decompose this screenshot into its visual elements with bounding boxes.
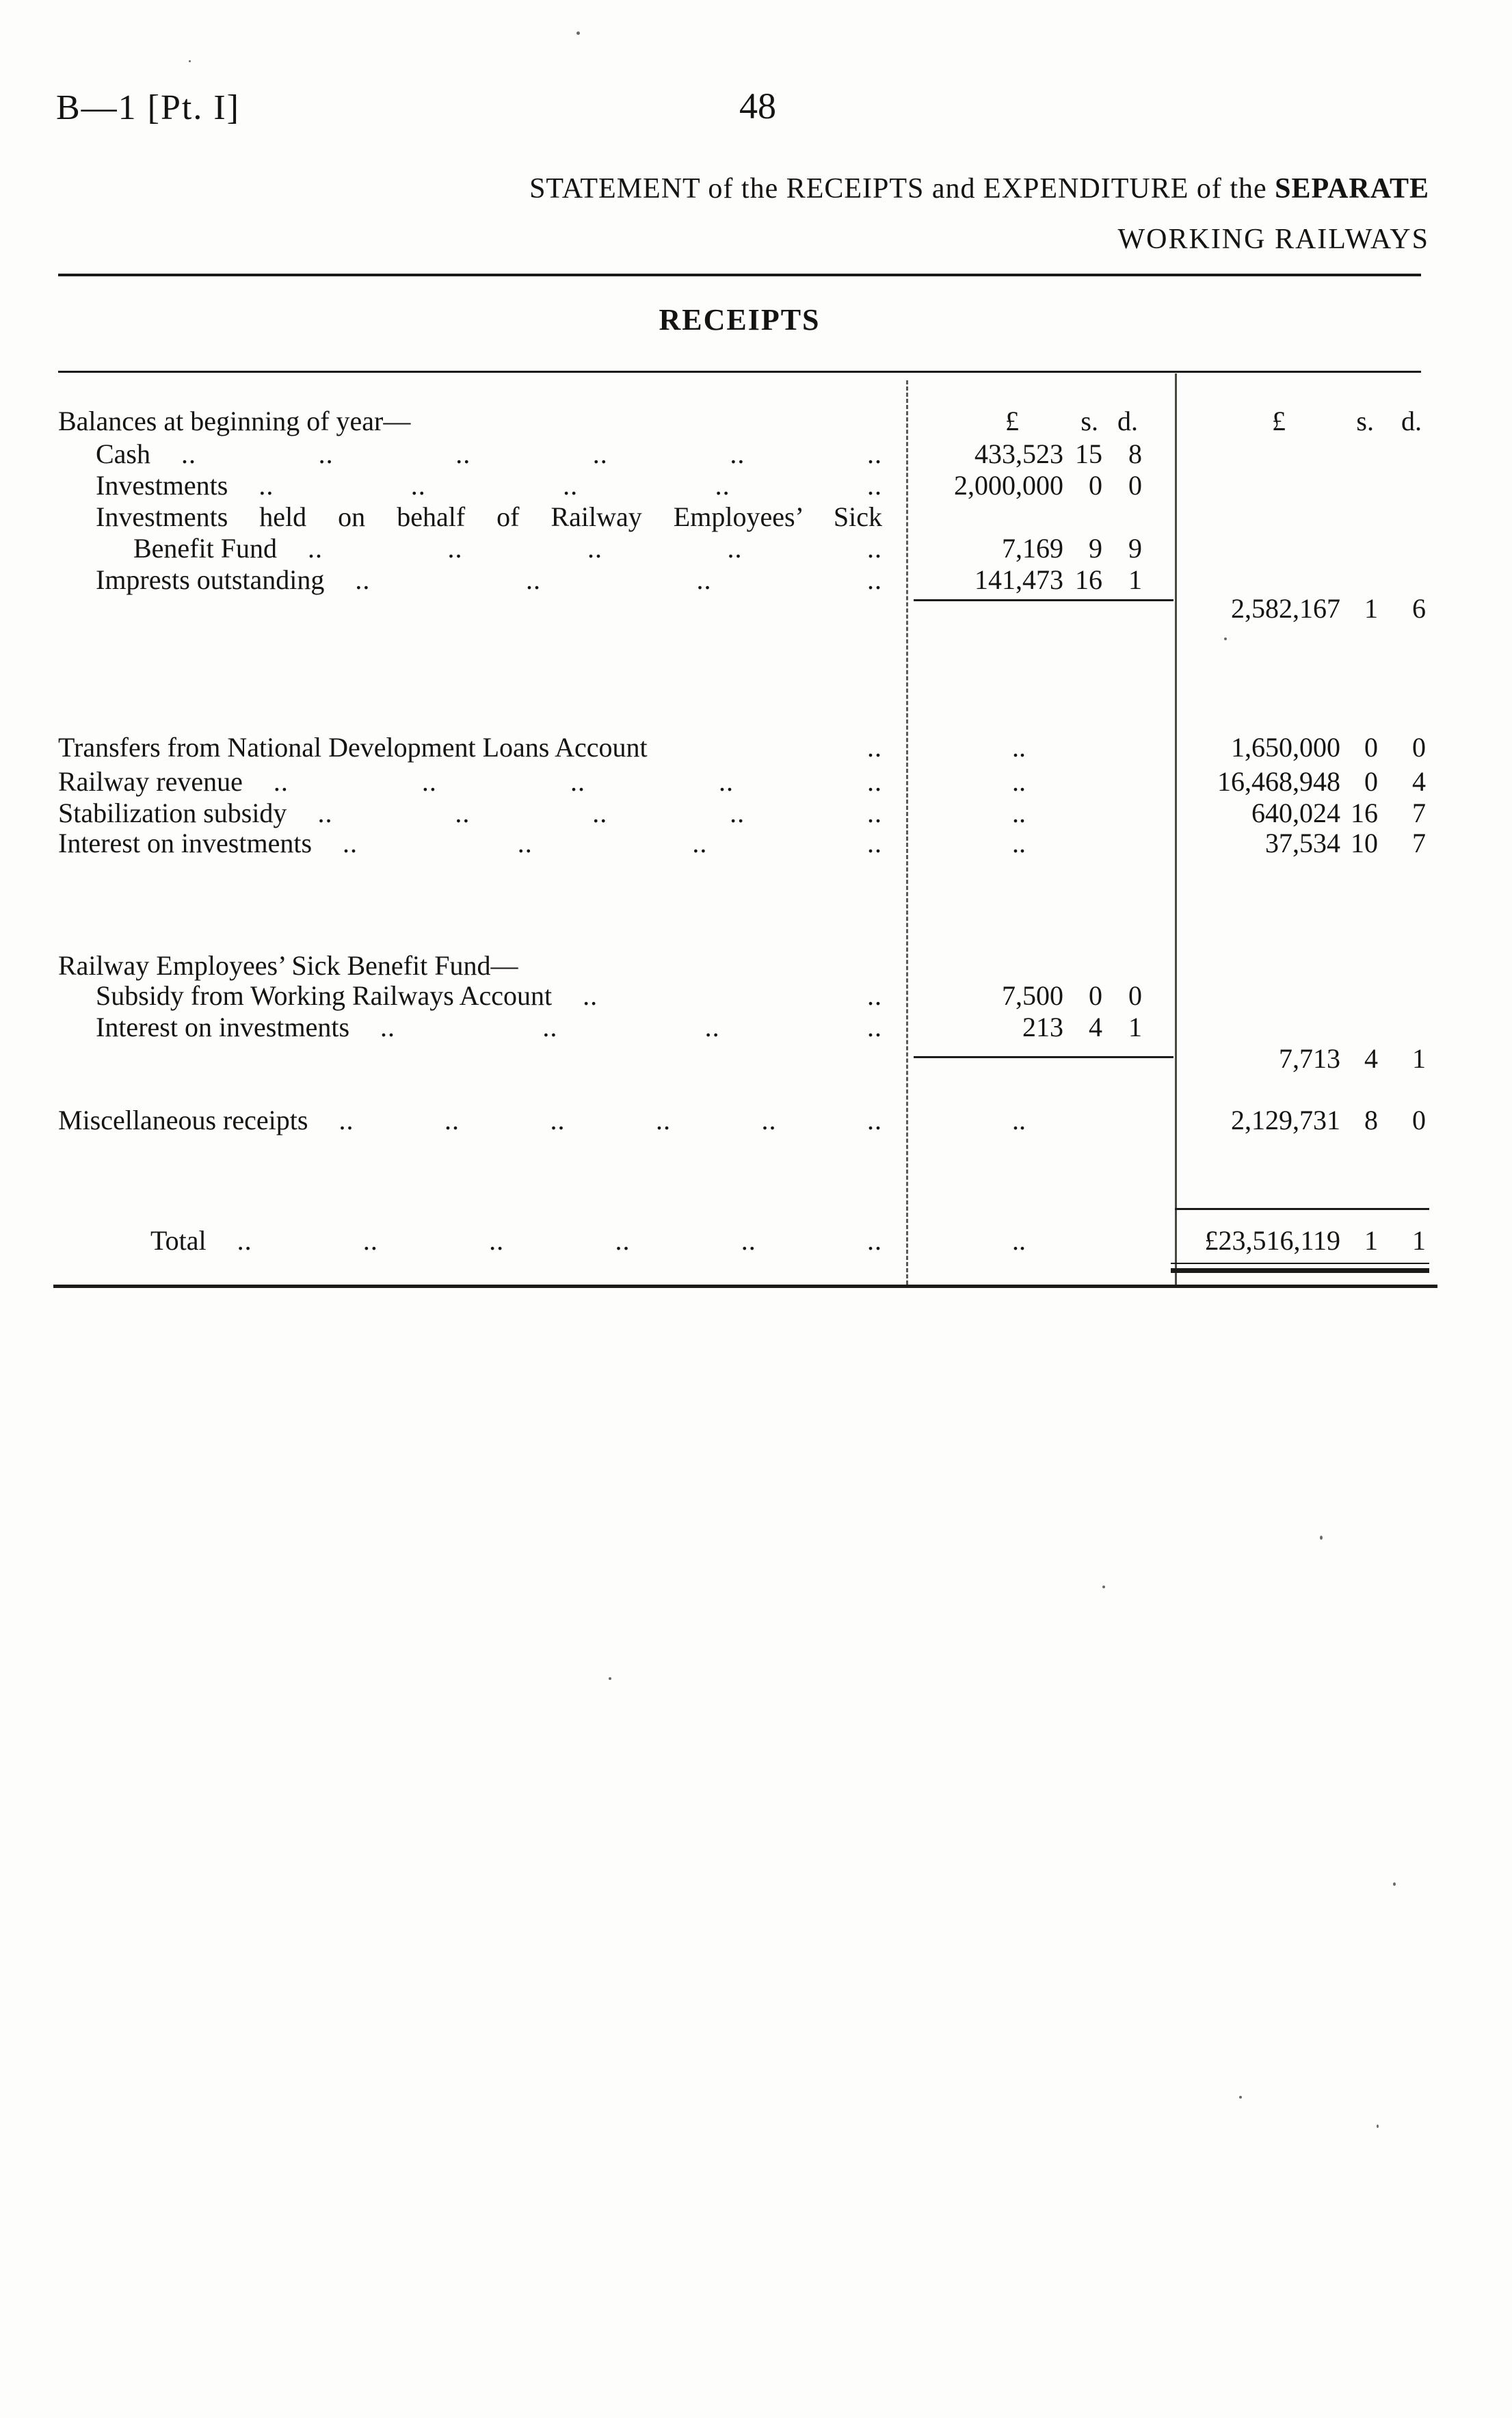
scan-speck — [1377, 2125, 1379, 2128]
inner-amount-cell — [906, 980, 1175, 1012]
pence-value: 8 — [1128, 438, 1142, 469]
table-row — [58, 532, 1443, 565]
dot-leaders: .. .. .. .. .. .. — [237, 1225, 882, 1256]
inner-amount-header — [906, 405, 1175, 438]
row-label-cell — [58, 1104, 906, 1137]
inner-amount-cell — [906, 1011, 1175, 1044]
title-regular-text: STATEMENT of the RECEIPTS and EXPENDITURE of the — [529, 173, 1275, 205]
table-row — [58, 469, 1443, 502]
shillings-value: 0 — [1364, 766, 1378, 797]
dot-leaders: .. — [867, 732, 882, 763]
table-row — [58, 1104, 1443, 1137]
pounds-value: 141,473 — [974, 564, 1063, 595]
shillings-value: 9 — [1089, 533, 1102, 564]
row-label-cell — [58, 765, 906, 798]
inner-amount-cell — [906, 797, 1175, 830]
row-label-cell — [58, 797, 906, 830]
scan-speck — [1239, 2096, 1242, 2099]
pence-value: 1 — [1128, 564, 1142, 595]
dot-placeholder: .. — [1012, 828, 1026, 858]
dot-placeholder: .. — [1012, 798, 1026, 828]
row-label-cell — [58, 438, 906, 471]
inner-amount-cell — [906, 1224, 1175, 1257]
total-double-rule-thin — [1171, 1263, 1429, 1264]
shillings-value: 16 — [1075, 564, 1102, 595]
pounds-value: 37,534 — [1265, 828, 1340, 858]
shillings-value: 0 — [1089, 470, 1102, 501]
pence-header: d. — [1401, 406, 1422, 436]
table-row — [58, 1011, 1443, 1044]
table-row — [58, 827, 1443, 860]
dot-leaders: .. .. .. .. .. — [307, 533, 882, 564]
table-row — [58, 438, 1443, 471]
total-row — [58, 1224, 1443, 1257]
row-label: Subsidy from Working Railways Account — [96, 980, 553, 1011]
inner-amount-cell — [906, 564, 1175, 596]
dot-placeholder: .. — [1012, 732, 1026, 763]
row-label-cell — [58, 532, 906, 565]
pounds-value: 2,129,731 — [1231, 1105, 1340, 1135]
total-rule — [1175, 1208, 1429, 1210]
pence-value: 7 — [1412, 828, 1426, 858]
outer-amount-cell — [1175, 592, 1443, 625]
pounds-value: 433,523 — [974, 438, 1063, 469]
statement-title-line1 — [529, 172, 1429, 205]
dot-leaders: .. .. .. .. .. .. — [339, 1105, 882, 1135]
pounds-value: 16,468,948 — [1217, 766, 1340, 797]
receipts-heading: RECEIPTS — [659, 303, 821, 337]
table-row — [58, 797, 1443, 830]
pence-value: 0 — [1128, 470, 1142, 501]
pence-value: 1 — [1128, 1012, 1142, 1042]
pounds-header: £ — [1272, 406, 1286, 436]
dot-placeholder: .. — [1012, 766, 1026, 797]
row-label: Total — [150, 1225, 207, 1256]
dot-leaders: .. .. .. .. — [355, 564, 882, 595]
scan-speck — [609, 1677, 611, 1680]
inner-amount-cell — [906, 765, 1175, 798]
row-label-cell — [58, 469, 906, 502]
outer-amount-header — [1175, 405, 1443, 438]
subtotal-row — [58, 1042, 1443, 1075]
dot-leaders: .. .. — [583, 980, 882, 1011]
table-row — [58, 949, 1443, 982]
grand-total-pounds: £23,516,119 — [1204, 1225, 1340, 1256]
table-row — [58, 564, 1443, 596]
row-label: Railway Employees’ Sick Benefit Fund— — [58, 950, 518, 981]
grand-total-pence: 1 — [1412, 1225, 1426, 1256]
inner-amount-cell — [906, 827, 1175, 860]
shillings-value: 4 — [1364, 1043, 1378, 1074]
pence-value: 1 — [1412, 1043, 1426, 1074]
row-label-cell — [58, 564, 906, 596]
table-bottom-rule — [53, 1285, 1437, 1288]
grand-total-shillings: 1 — [1364, 1225, 1378, 1256]
inner-amount-cell — [906, 532, 1175, 565]
pounds-value: 7,169 — [1002, 533, 1063, 564]
shillings-header: s. — [1356, 406, 1374, 436]
table-top-rule — [58, 371, 1421, 373]
pounds-value: 7,500 — [1002, 980, 1063, 1011]
row-label: Stabilization subsidy — [58, 798, 287, 828]
row-label: Interest on investments — [58, 828, 313, 858]
row-label: Balances at beginning of year— — [58, 406, 411, 436]
top-rule — [58, 274, 1421, 276]
pounds-value: 1,650,000 — [1231, 732, 1340, 763]
dot-placeholder: .. — [1012, 1105, 1026, 1135]
scan-speck — [1320, 1536, 1323, 1540]
shillings-value: 8 — [1364, 1105, 1378, 1135]
dot-placeholder: .. — [1012, 1225, 1026, 1256]
pence-value: 6 — [1412, 593, 1426, 624]
table-row — [58, 501, 1443, 534]
pence-value: 0 — [1412, 732, 1426, 763]
document-reference: B—1 [Pt. I] — [56, 88, 240, 127]
dot-leaders: .. .. .. .. .. — [258, 470, 882, 501]
outer-amount-cell — [1175, 797, 1443, 830]
row-label: Cash — [96, 438, 150, 469]
dot-leaders: .. .. .. .. — [380, 1012, 882, 1042]
row-label: Transfers from National Development Loans Account — [58, 732, 648, 763]
outer-amount-cell — [1175, 1224, 1443, 1257]
pounds-value: 7,713 — [1279, 1043, 1340, 1074]
scan-speck — [189, 60, 191, 62]
scan-speck — [576, 31, 580, 35]
dot-leaders: .. .. .. .. .. — [273, 766, 882, 797]
inner-amount-cell — [906, 438, 1175, 471]
pounds-value: 2,000,000 — [954, 470, 1063, 501]
table-row — [58, 765, 1443, 798]
shillings-value: 0 — [1089, 980, 1102, 1011]
page-number: 48 — [739, 86, 776, 127]
shillings-value: 15 — [1075, 438, 1102, 469]
pence-value: 7 — [1412, 798, 1426, 828]
pence-value: 0 — [1128, 980, 1142, 1011]
row-label-cell — [58, 1011, 906, 1044]
shillings-value: 16 — [1351, 798, 1378, 828]
pounds-header: £ — [1005, 406, 1019, 436]
row-label-cell — [58, 980, 906, 1012]
outer-amount-cell — [1175, 765, 1443, 798]
row-label: Investments — [96, 470, 228, 501]
dot-leaders: .. .. .. .. .. — [317, 798, 882, 828]
pence-value: 4 — [1412, 766, 1426, 797]
pounds-value: 2,582,167 — [1231, 593, 1340, 624]
total-double-rule-thick — [1171, 1268, 1429, 1273]
pounds-value: 640,024 — [1251, 798, 1340, 828]
shillings-header: s. — [1080, 406, 1098, 436]
row-label: Railway revenue — [58, 766, 243, 797]
pounds-value: 213 — [1022, 1012, 1063, 1042]
row-label-cell — [58, 949, 906, 982]
row-label: Investments held on behalf of Railway Employees’ Sick — [96, 501, 882, 532]
inner-amount-cell — [906, 469, 1175, 502]
shillings-value: 4 — [1089, 1012, 1102, 1042]
inner-amount-cell — [906, 731, 1175, 764]
row-label: Benefit Fund — [133, 533, 277, 564]
dot-leaders: .. .. .. .. .. .. — [181, 438, 882, 469]
column-header-row — [58, 405, 1443, 438]
row-label-cell — [58, 501, 906, 534]
outer-amount-cell — [1175, 731, 1443, 764]
row-label-cell — [58, 1224, 906, 1257]
shillings-value: 0 — [1364, 732, 1378, 763]
shillings-value: 1 — [1364, 593, 1378, 624]
pence-header: d. — [1117, 406, 1138, 436]
header-row-label-cell — [58, 405, 906, 438]
row-label: Miscellaneous receipts — [58, 1105, 308, 1135]
table-row — [58, 731, 1443, 764]
row-label: Imprests outstanding — [96, 564, 325, 595]
row-label-cell — [58, 827, 906, 860]
title-bold-text: SEPARATE — [1275, 173, 1429, 205]
inner-amount-cell — [906, 1104, 1175, 1137]
scan-speck — [1224, 638, 1227, 640]
outer-amount-cell — [1175, 827, 1443, 860]
row-label-cell — [58, 731, 906, 764]
row-label: Interest on investments — [96, 1012, 350, 1042]
scan-speck — [1393, 1882, 1396, 1886]
scan-speck — [1102, 1586, 1105, 1588]
table-row — [58, 980, 1443, 1012]
pence-value: 0 — [1412, 1105, 1426, 1135]
dot-leaders: .. .. .. .. — [343, 828, 882, 858]
shillings-value: 10 — [1351, 828, 1378, 858]
outer-amount-cell — [1175, 1042, 1443, 1075]
outer-amount-cell — [1175, 1104, 1443, 1137]
subtotal-row — [58, 592, 1443, 625]
pence-value: 9 — [1128, 533, 1142, 564]
statement-title-line2: WORKING RAILWAYS — [1117, 224, 1429, 255]
